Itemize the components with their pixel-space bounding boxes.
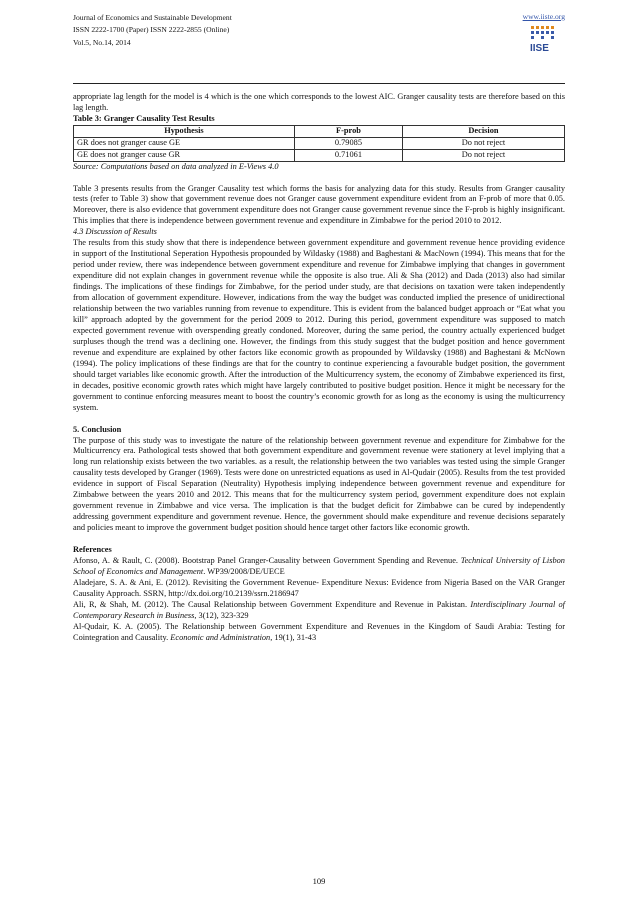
- table-cell: Do not reject: [402, 137, 564, 149]
- page-body: [73, 92, 565, 644]
- journal-url-link[interactable]: www.iiste.org: [522, 12, 565, 21]
- reference-item: Afonso, A. & Rault, C. (2008). Bootstrap Panel Granger-Causality between Government Spending and Revenue. Technical University of Lisbon School of Economics and Management. WP39/2008/DE/UECE: [73, 556, 565, 576]
- journal-issn: ISSN 2222-1700 (Paper) ISSN 2222-2855 (Online): [73, 25, 230, 35]
- table-row: [74, 137, 565, 149]
- intro-paragraph: appropriate lag length for the model is 4 which is the one which corresponds to the lowest AIC. Granger causality tests are therefore based on this lag length.: [73, 92, 565, 112]
- column-header: Hypothesis: [74, 125, 295, 137]
- table-cell: GR does not granger cause GE: [74, 137, 295, 149]
- page-header: [73, 12, 565, 92]
- table-row: [74, 149, 565, 161]
- column-header: Decision: [402, 125, 564, 137]
- journal-name: Journal of Economics and Sustainable Development: [73, 13, 232, 22]
- table-cell: GE does not granger cause GR: [74, 149, 295, 161]
- table-source-note: Source: Computations based on data analyzed in E-Views 4.0: [73, 161, 279, 171]
- page-number: 109: [312, 876, 326, 886]
- table-cell: 0.79085: [294, 137, 402, 149]
- table-header-row: [74, 125, 565, 137]
- section-4-3-body: The results from this study show that there is independence between government expenditure and government revenue hence providing evidence in support of the Institutional Seperation Hypothesis propounded by Wildasky (1988) and Baghestani & MacNown (1994). This means that for the period under review, there was independence between government expenditure and revenue for Zimbabwe implying that changes in government expenditure did not explain changes in government revenue while the opposite is also true. Ali & Sha (2012) and Dada (2013) also had similar findings. The implications of these findings for Zimbabwe, for the period under study, are that decisions on taxation were taken independently from allocation of government expenditure. However, indications from the way the budget was conducted implied the presence of unidirectional relationship between the two variables running from revenue to expenditure. This is evident from the balanced budget approach or “Eat what you kill” approach adopted by the government for the period 2009 to 2012. During this period, government expenditure was supposed to match expected government revenue with overspending greatly condoned. Moreover, during the same period, the country actually experienced budget surpluses though the trend was a declining one. However, the findings from this study suggest that the budget position and hence government revenue and expenditure are explained by other factors like economic growth as propounded by Wildavsky (1988) and Baghestani & McNown (1994). The policy implications of these findings are that for the country to continue experiencing a favourable budget position, the government should target variables like economic growth. After the introduction of the Multicurrency system, the economy of Zimbabwe experienced its first, in decades, positive economic growth rates which might have largely contributed to positive budget position. Hence it might be necessary for the government to continue enforcing measures meant to boost the country’s economic growth for as long as the economy is using the multicurrency system.: [73, 238, 565, 412]
- section-4-3-heading: 4.3 Discussion of Results: [73, 227, 157, 237]
- section-5-heading: 5. Conclusion: [73, 424, 122, 434]
- table3-title: Table 3: Granger Causality Test Results: [73, 113, 215, 123]
- section-5-body: The purpose of this study was to investigate the nature of the relationship between government revenue and expenditure for Zimbabwe for the Multicurrency era. Pathological tests showed that both government expenditure and government revenue were stationery at level implying that a long run relationship exists between the two variables. as a result, the relationship between the two variables was tested using the simple Granger causality tests developed by Granger (1969). Tests were done on unrestricted equations as used in Al-Qudair (2005). Results from the test provided evidence in support of Fiscal Separation (Neutrality) Hypothesis implying independence between government revenue and expenditure for Zimbabwe between the years 2010 and 2012. This means that for the multicurrency system period, government expenditure does not explain government revenue in Zimbabwe and vice versa. The implication is that the budget deficit for Zimbabwe can be cured by independently addressing government expenditure and government revenue. Hence, the government should make expenditure and revenue decisions separately and policies meant to improve the government budget position should hence target other factors like economic growth.: [73, 435, 565, 533]
- references-heading: References: [73, 545, 112, 555]
- reference-item: Aladejare, S. A. & Ani, E. (2012). Revisiting the Government Revenue- Expenditure Nexus: Evidence from Nigeria Based on the VAR Granger Causality Approach. SSRN, http://dx.doi.org/10.2139/ssrn.2186947: [73, 577, 565, 598]
- table-cell: 0.71061: [294, 149, 402, 161]
- header-rule: [73, 83, 565, 84]
- iiste-logo-icon: [527, 25, 563, 55]
- table-cell: Do not reject: [402, 149, 564, 161]
- journal-volume: Vol.5, No.14, 2014: [73, 37, 131, 47]
- granger-causality-table: [73, 125, 565, 162]
- logo-text: IISE: [530, 43, 549, 54]
- reference-item: Ali, R, & Shah, M. (2012). The Causal Relationship between Government Expenditure and Revenue in Pakistan. Interdisciplinary Journal of Contemporary Research in Business, 3(12), 323-329: [73, 599, 565, 620]
- reference-item: Al-Qudair, K. A. (2005). The Relationship between Government Expenditure and Revenues in the Kingdom of Saudi Arabia: Testing for Cointegration and Causality. Economic and Administration, 19(1), 31-43: [73, 621, 565, 642]
- table3-discussion: Table 3 presents results from the Granger Causality test which forms the basis for analyzing data for this study. Results from Granger causality tests (refer to Table 3) show that government revenue does not Granger cause government expenditure evident from an F-prob of more that 0.05. Moreover, there is also evidence that government expenditure does not Granger cause government revenue since the F-prob is highly insignificant. This implies that there is independence between government revenue and expenditure in Zimbabwe for the period 2010 to 2012.: [73, 183, 565, 226]
- column-header: F-prob: [294, 125, 402, 137]
